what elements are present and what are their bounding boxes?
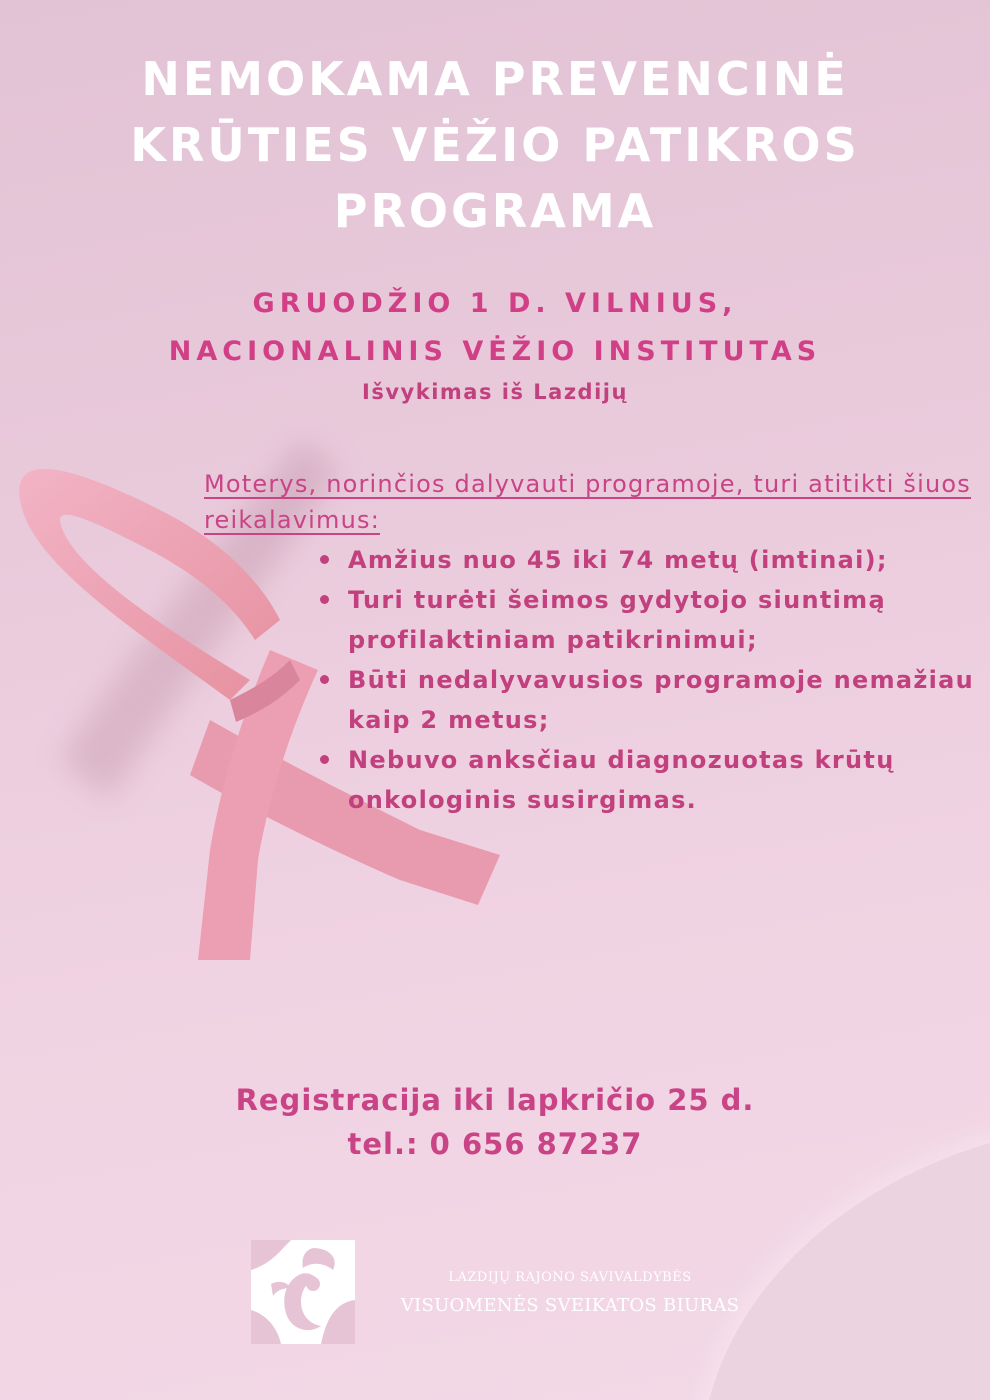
requirements-list <box>318 540 978 820</box>
list-item <box>318 740 978 820</box>
list-item <box>318 540 978 580</box>
requirements-heading: Moterys, norinčios dalyvauti programoje, turi atitikti šiuos reikalavimus: <box>204 470 972 534</box>
title-line: KRŪTIES VĖŽIO PATIKROS <box>130 118 860 172</box>
event-date-location: GRUODŽIO 1 D. VILNIUS, <box>252 288 738 319</box>
bullet-icon <box>320 755 329 764</box>
list-item-text: Turi turėti šeimos gydytojo siuntimą profilaktiniam patikrinimui; <box>348 586 886 654</box>
event-venue: NACIONALINIS VĖŽIO INSTITUTAS <box>168 336 822 367</box>
bullet-icon <box>320 675 329 684</box>
list-item <box>318 660 978 740</box>
list-item-text: Amžius nuo 45 iki 74 metų (imtinai); <box>348 546 888 574</box>
registration-info <box>0 1078 990 1166</box>
organization-line1: LAZDIJŲ RAJONO SAVIVALDYBĖS <box>448 1270 692 1285</box>
organization-logo-icon <box>251 1240 355 1344</box>
registration-phone: tel.: 0 656 87237 <box>347 1127 643 1161</box>
organization-line2: VISUOMENĖS SVEIKATOS BIURAS <box>400 1295 740 1316</box>
event-details <box>0 280 990 376</box>
registration-deadline: Registracija iki lapkričio 25 d. <box>235 1083 755 1117</box>
bullet-icon <box>320 555 329 564</box>
title-line: NEMOKAMA PREVENCINĖ <box>141 52 849 106</box>
list-item-text: Būti nedalyvavusios programoje nemažiau kaip 2 metus; <box>348 666 975 734</box>
departure-note: Išvykimas iš Lazdijų <box>362 380 628 404</box>
bullet-icon <box>320 595 329 604</box>
list-item-text: Nebuvo anksčiau diagnozuotas krūtų onkologinis susirgimas. <box>348 746 895 814</box>
list-item <box>318 580 978 660</box>
organization-name <box>380 1268 760 1320</box>
page-title <box>0 46 990 244</box>
title-line: PROGRAMA <box>333 184 657 238</box>
